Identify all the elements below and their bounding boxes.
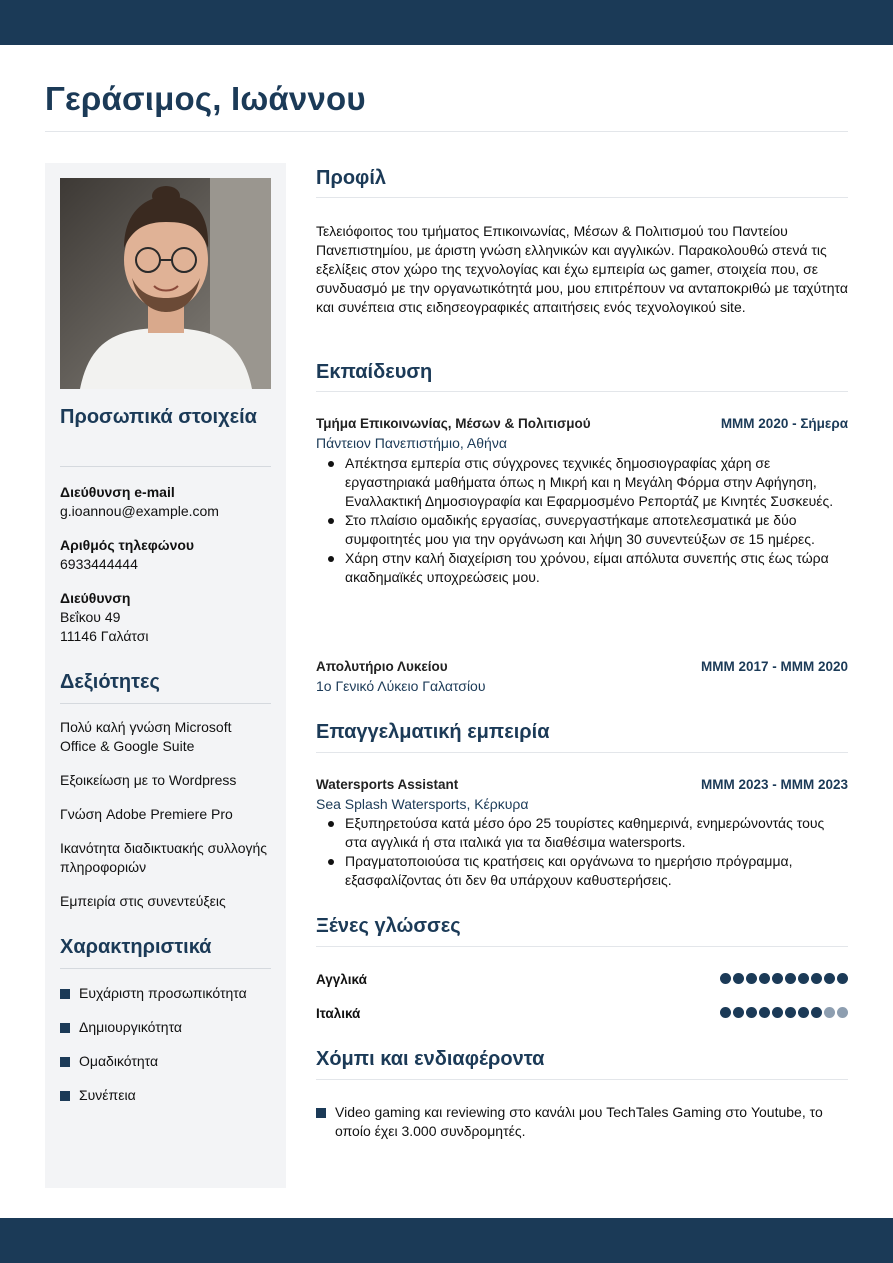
address-block: [60, 589, 271, 646]
education-entry-title: Τμήμα Επικοινωνίας, Μέσων & Πολιτισμού: [316, 416, 591, 431]
language-name: Ιταλικά: [316, 1006, 361, 1021]
trait-item: Δημιουργικότητα: [79, 1019, 182, 1035]
profile-text: Τελειόφοιτος του τμήματος Επικοινωνίας, Μέσων & Πολιτισμού του Παντείου Πανεπιστημίου, με άριστη γνώση ελληνικών και αγγλικών. Παρακολουθώ στενά τις εξελίξεις στον χώρο της τεχνολογίας και έχω εμπειρία ως gamer, στοιχεία που, σε συνδυασμό με την οργανωτικότητά μου, μου επιτρέπουν να ανταποκριθώ με ταχύτητα και συνέπεια στις ειδησεογραφικές απαιτήσεις ενός τεχνολογικού site.: [316, 223, 848, 315]
bottom-bar: [0, 1218, 893, 1263]
experience-divider: [316, 752, 848, 753]
profile-photo: [60, 178, 271, 389]
experience-entry-company: Sea Splash Watersports, Κέρκυρα: [316, 796, 529, 812]
level-dot-icon: [798, 973, 809, 984]
top-bar: [0, 0, 893, 45]
education-entry-date: ΜΜΜ 2020 - Σήμερα: [720, 416, 848, 431]
skills-title: Δεξιότητες: [60, 671, 160, 693]
hobbies-title: Χόμπι και ενδιαφέροντα: [316, 1048, 545, 1070]
square-bullet-icon: [60, 989, 70, 999]
address-line1: Βεΐκου 49: [60, 609, 121, 625]
level-dot-icon: [837, 1007, 848, 1018]
phone-block: [60, 536, 271, 574]
languages-title: Ξένες γλώσσες: [316, 915, 461, 937]
skill-item: Πολύ καλή γνώση Microsoft Office & Google Suite: [60, 719, 232, 754]
hobby-item: Video gaming και reviewing στο κανάλι μου TechTales Gaming στο Youtube, το οποίο έχει 3.000 συνδρομητές.: [335, 1104, 823, 1139]
education-title: Εκπαίδευση: [316, 361, 433, 383]
skill-item: Ικανότητα διαδικτυακής συλλογής πληροφοριών: [60, 840, 268, 875]
skill-item: Εμπειρία στις συνεντεύξεις: [60, 893, 226, 909]
education-entry-bullets: [345, 454, 848, 587]
email-value: g.ioannou@example.com: [60, 503, 219, 519]
list-item: Στο πλαίσιο ομαδικής εργασίας, συνεργαστήκαμε αποτελεσματικά με δύο συμφοιτητές μου για την οργάνωση και λήψη 30 συνεντεύξων σε 15 ημέρες.: [345, 511, 848, 549]
sidebar: [45, 163, 286, 1188]
level-dot-icon: [824, 1007, 835, 1018]
level-dot-icon: [824, 973, 835, 984]
profile-divider: [316, 197, 848, 198]
experience-entry-title: Watersports Assistant: [316, 777, 459, 792]
experience-entry-bullets: [345, 814, 848, 890]
trait-item: Ομαδικότητα: [79, 1053, 159, 1069]
level-dot-icon: [772, 1007, 783, 1018]
level-dot-icon: [837, 973, 848, 984]
languages-divider: [316, 946, 848, 947]
list-item: Πραγματοποιούσα τις κρατήσεις και οργάνωνα το ημερήσιο πρόγραμμα, εξασφαλίζοντας ότι δεν θα υπάρχουν καθυστερήσεις.: [345, 852, 848, 890]
list-item: Απέκτησα εμπερία στις σύγχρονες τεχνικές δημοσιογραφίας χάρη σε εργαστηριακά μαθήματα όπως η Μικρή και η Μεγάλη Φόρμα στην Αφήγηση, Εναλλακτική Δημοσιογραφία και Εφαρμοσμένο Ρεπορτάζ με Κινητές Συσκευές.: [345, 454, 848, 511]
hobbies-divider: [316, 1079, 848, 1080]
language-name: Αγγλικά: [316, 972, 367, 987]
square-bullet-icon: [60, 1023, 70, 1033]
name-divider: [45, 131, 848, 132]
level-dot-icon: [811, 973, 822, 984]
language-level-dots: [720, 1007, 848, 1018]
skill-item: Γνώση Adobe Premiere Pro: [60, 806, 233, 822]
language-level-dots: [720, 973, 848, 984]
profile-title: Προφίλ: [316, 167, 387, 189]
trait-item: Συνέπεια: [79, 1087, 136, 1103]
square-bullet-icon: [60, 1057, 70, 1067]
email-block: [60, 483, 271, 521]
level-dot-icon: [746, 973, 757, 984]
level-dot-icon: [720, 1007, 731, 1018]
level-dot-icon: [811, 1007, 822, 1018]
experience-title: Επαγγελματική εμπειρία: [316, 721, 550, 743]
personal-info-divider: [60, 466, 271, 467]
phone-value: 6933444444: [60, 556, 138, 572]
address-label: Διεύθυνση: [60, 590, 131, 606]
level-dot-icon: [733, 1007, 744, 1018]
education-entry-date: ΜΜΜ 2017 - ΜΜΜ 2020: [700, 659, 848, 674]
address-line2: 11146 Γαλάτσι: [60, 628, 149, 644]
level-dot-icon: [785, 1007, 796, 1018]
profile-photo-illustration: [60, 178, 271, 389]
candidate-name: Γεράσιμος, Ιωάννου: [45, 80, 366, 117]
traits-title: Χαρακτηριστικά: [60, 936, 212, 958]
trait-item: Ευχάριστη προσωπικότητα: [79, 985, 247, 1001]
level-dot-icon: [798, 1007, 809, 1018]
level-dot-icon: [772, 973, 783, 984]
email-label: Διεύθυνση e-mail: [60, 484, 175, 500]
education-divider: [316, 391, 848, 392]
experience-entry-date: ΜΜΜ 2023 - ΜΜΜ 2023: [700, 777, 848, 792]
skills-divider: [60, 703, 271, 704]
level-dot-icon: [759, 1007, 770, 1018]
education-entry-institution: Πάντειον Πανεπιστήμιο, Αθήνα: [316, 435, 507, 451]
education-entry-title: Απολυτήριο Λυκείου: [316, 659, 448, 674]
square-bullet-icon: [60, 1091, 70, 1101]
phone-label: Αριθμός τηλεφώνου: [60, 537, 195, 553]
list-item: Εξυπηρετούσα κατά μέσο όρο 25 τουρίστες καθημερινά, ενημερώνοντάς τους στα αγγλικά ή στα ιταλικά για τα διαθέσιμα watersports.: [345, 814, 848, 852]
list-item: Χάρη στην καλή διαχείριση του χρόνου, είμαι απόλυτα συνεπής στις έως τώρα ακαδημαϊκές υποχρεώσεις μου.: [345, 549, 848, 587]
personal-info-title: Προσωπικά στοιχεία: [60, 406, 257, 428]
skill-item: Εξοικείωση με το Wordpress: [60, 772, 237, 788]
education-entry-institution: 1ο Γενικό Λύκειο Γαλατσίου: [316, 678, 486, 694]
square-bullet-icon: [316, 1108, 326, 1118]
level-dot-icon: [733, 973, 744, 984]
level-dot-icon: [759, 973, 770, 984]
level-dot-icon: [785, 973, 796, 984]
level-dot-icon: [720, 973, 731, 984]
traits-divider: [60, 968, 271, 969]
level-dot-icon: [746, 1007, 757, 1018]
